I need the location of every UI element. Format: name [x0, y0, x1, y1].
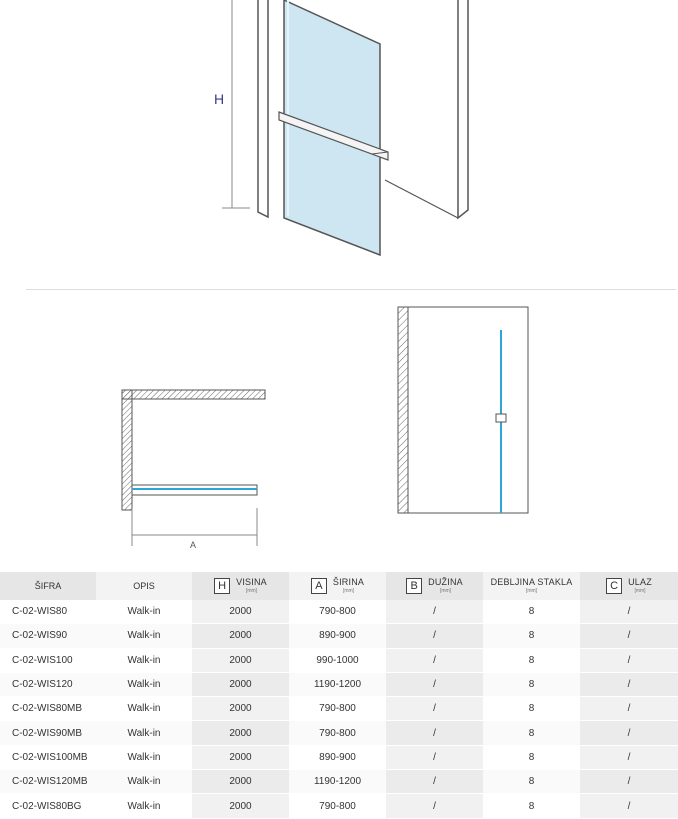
section-divider	[26, 289, 676, 290]
header-ulaz: C ULAZ [mm]	[580, 572, 678, 600]
cell-sirina: 1190-1200	[289, 770, 386, 794]
cell-ulaz: /	[580, 770, 678, 794]
cell-duzina: /	[386, 697, 483, 721]
cell-duzina: /	[386, 600, 483, 624]
table-row	[0, 770, 678, 794]
isometric-drawing	[0, 0, 678, 280]
cell-sirina: 990-1000	[289, 648, 386, 672]
cell-visina: 2000	[192, 770, 289, 794]
header-visina: H VISINA [mm]	[192, 572, 289, 600]
table-row	[0, 721, 678, 745]
cell-ulaz: /	[580, 721, 678, 745]
cell-duzina: /	[386, 794, 483, 818]
cell-sifra: C-02-WIS90MB	[0, 721, 96, 745]
cell-visina: 2000	[192, 745, 289, 769]
cell-sifra: C-02-WIS100	[0, 648, 96, 672]
cell-duzina: /	[386, 624, 483, 648]
header-sifra: ŠIFRA	[0, 572, 96, 600]
cell-duzina: /	[386, 770, 483, 794]
cell-debljina: 8	[483, 794, 580, 818]
cell-sifra: C-02-WIS80	[0, 600, 96, 624]
cell-sifra: C-02-WIS80BG	[0, 794, 96, 818]
cell-opis: Walk-in	[96, 600, 192, 624]
cell-sirina: 790-800	[289, 794, 386, 818]
table-row	[0, 648, 678, 672]
header-opis: OPIS	[96, 572, 192, 600]
cell-duzina: /	[386, 721, 483, 745]
plan-view-drawing	[100, 370, 280, 555]
side-view-drawing	[390, 300, 535, 522]
cell-ulaz: /	[580, 648, 678, 672]
cell-visina: 2000	[192, 672, 289, 696]
cell-debljina: 8	[483, 624, 580, 648]
cell-opis: Walk-in	[96, 672, 192, 696]
header-sirina: A ŠIRINA [mm]	[289, 572, 386, 600]
table-row	[0, 624, 678, 648]
cell-sifra: C-02-WIS80MB	[0, 697, 96, 721]
width-icon: A	[311, 578, 327, 594]
cell-visina: 2000	[192, 600, 289, 624]
cell-sifra: C-02-WIS90	[0, 624, 96, 648]
cell-ulaz: /	[580, 624, 678, 648]
specification-table	[0, 572, 678, 819]
cell-visina: 2000	[192, 697, 289, 721]
table-row	[0, 794, 678, 818]
cell-debljina: 8	[483, 770, 580, 794]
cell-opis: Walk-in	[96, 770, 192, 794]
cell-sirina: 890-900	[289, 624, 386, 648]
table-row	[0, 672, 678, 696]
cell-sifra: C-02-WIS120	[0, 672, 96, 696]
table-row	[0, 745, 678, 769]
cell-debljina: 8	[483, 648, 580, 672]
header-duzina: B DUŽINA [mm]	[386, 572, 483, 600]
cell-visina: 2000	[192, 648, 289, 672]
entry-icon: C	[606, 578, 622, 594]
cell-debljina: 8	[483, 721, 580, 745]
cell-sirina: 790-800	[289, 600, 386, 624]
table-header-row	[0, 572, 678, 600]
cell-duzina: /	[386, 648, 483, 672]
cell-debljina: 8	[483, 600, 580, 624]
header-debljina: DEBLJINA STAKLA [mm]	[483, 572, 580, 600]
cell-opis: Walk-in	[96, 721, 192, 745]
cell-sifra: C-02-WIS100MB	[0, 745, 96, 769]
cell-opis: Walk-in	[96, 697, 192, 721]
cell-ulaz: /	[580, 745, 678, 769]
cell-ulaz: /	[580, 600, 678, 624]
cell-opis: Walk-in	[96, 648, 192, 672]
cell-debljina: 8	[483, 697, 580, 721]
width-label: A	[190, 540, 197, 550]
cell-debljina: 8	[483, 745, 580, 769]
cell-debljina: 8	[483, 672, 580, 696]
cell-visina: 2000	[192, 794, 289, 818]
cell-sirina: 890-900	[289, 745, 386, 769]
length-icon: B	[406, 578, 422, 594]
cell-opis: Walk-in	[96, 624, 192, 648]
height-label: H	[214, 91, 225, 107]
cell-duzina: /	[386, 745, 483, 769]
cell-sifra: C-02-WIS120MB	[0, 770, 96, 794]
table-row	[0, 697, 678, 721]
cell-sirina: 790-800	[289, 697, 386, 721]
cell-opis: Walk-in	[96, 745, 192, 769]
cell-ulaz: /	[580, 672, 678, 696]
cell-sirina: 790-800	[289, 721, 386, 745]
cell-sirina: 1190-1200	[289, 672, 386, 696]
table-row	[0, 600, 678, 624]
cell-duzina: /	[386, 672, 483, 696]
height-icon: H	[214, 578, 230, 594]
cell-ulaz: /	[580, 794, 678, 818]
cell-ulaz: /	[580, 697, 678, 721]
cell-opis: Walk-in	[96, 794, 192, 818]
cell-visina: 2000	[192, 721, 289, 745]
cell-visina: 2000	[192, 624, 289, 648]
